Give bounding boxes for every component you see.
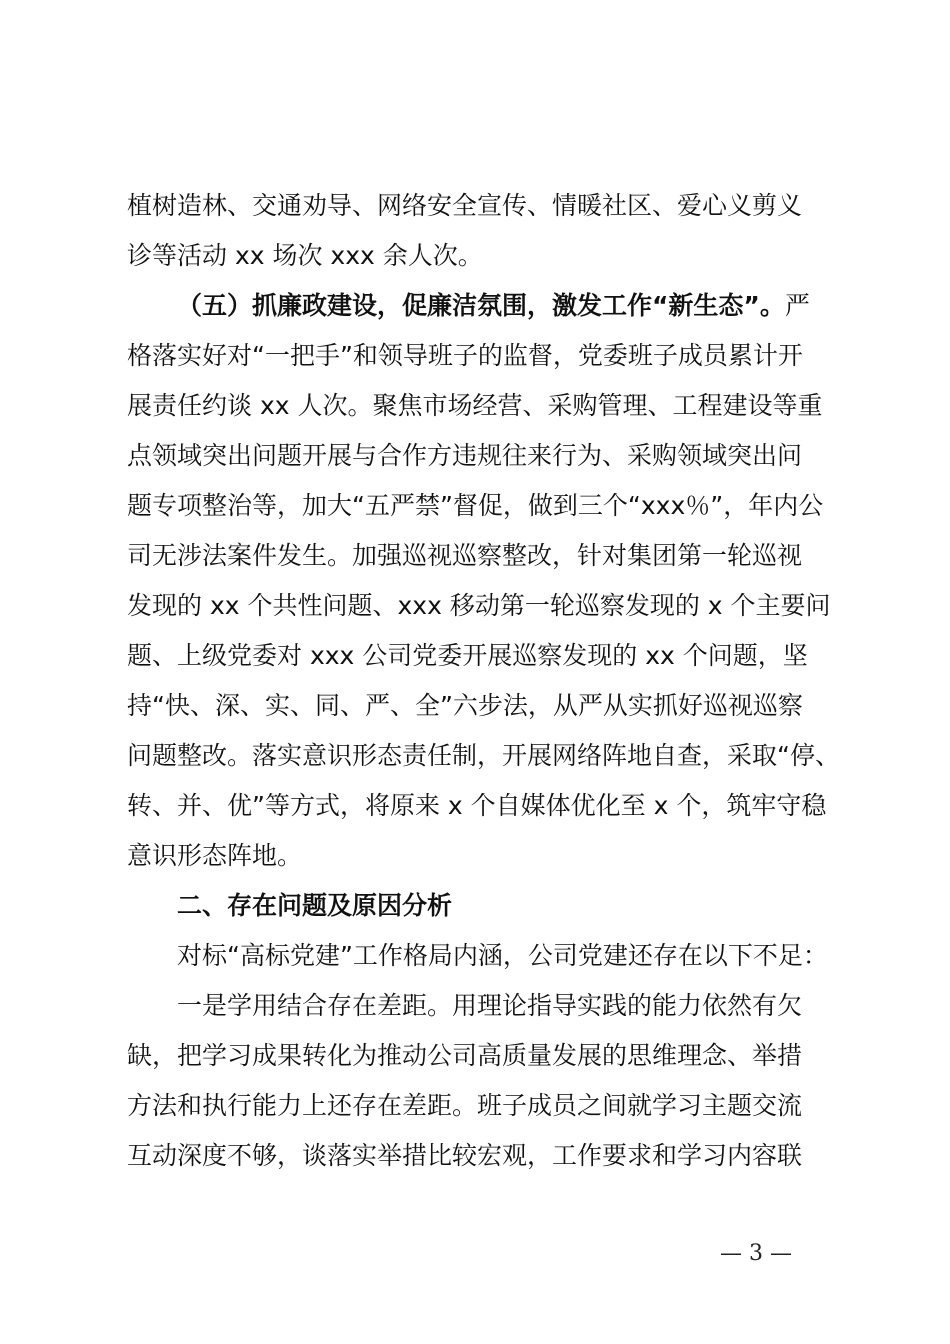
text-line: 植树造林、交通劝导、网络安全宣传、情暖社区、爱心义剪义 [127, 191, 803, 220]
text-line: 展责任约谈 xx 人次。聚焦市场经营、采购管理、工程建设等重 [127, 391, 823, 420]
text-line: 诊等活动 xx 场次 xxx 余人次。 [127, 241, 483, 270]
text-line: 方法和执行能力上还存在差距。班子成员之间就学习主题交流 [127, 1091, 803, 1120]
text-line: 格落实好对“一把手”和领导班子的监督，党委班子成员累计开 [127, 341, 803, 370]
text-line: 发现的 xx 个共性问题、xxx 移动第一轮巡察发现的 x 个主要问 [127, 591, 831, 620]
text-line: 题专项整治等，加大“五严禁”督促，做到三个“xxx％”，年内公 [127, 491, 824, 520]
text-line: 问题整改。落实意识形态责任制，开展网络阵地自查，采取“停、 [127, 741, 840, 770]
paragraph-heading-line [177, 286, 907, 326]
bold-subheading: （五）抓廉政建设，促廉洁氛围，激发工作“新生态”。 [177, 291, 785, 320]
text-line: 点领域突出问题开展与合作方违规往来行为、采购领域突出问 [127, 441, 803, 470]
text-line: 司无涉法案件发生。加强巡视巡察整改，针对集团第一轮巡视 [127, 541, 803, 570]
text-line: 意识形态阵地。 [127, 841, 303, 870]
section-heading: 二、存在问题及原因分析 [177, 891, 453, 920]
text-line: 对标“高标党建”工作格局内涵，公司党建还存在以下不足： [177, 941, 828, 970]
text-line: 题、上级党委对 xxx 公司党委开展巡察发现的 xx 个问题，坚 [127, 641, 808, 670]
text-line: 缺，把学习成果转化为推动公司高质量发展的思维理念、举措 [127, 1041, 803, 1070]
text-line: 一是学用结合存在差距。用理论指导实践的能力依然有欠 [177, 991, 803, 1020]
page-number: — 3 — [720, 1241, 792, 1266]
text-line: 持“快、深、实、同、严、全”六步法，从严从实抓好巡视巡察 [127, 691, 803, 720]
text-line: 转、并、优”等方式，将原来 x 个自媒体优化至 x 个，筑牢守稳 [127, 791, 827, 820]
text-fragment: 严 [784, 291, 810, 320]
text-line: 互动深度不够，谈落实举措比较宏观，工作要求和学习内容联 [127, 1141, 803, 1170]
